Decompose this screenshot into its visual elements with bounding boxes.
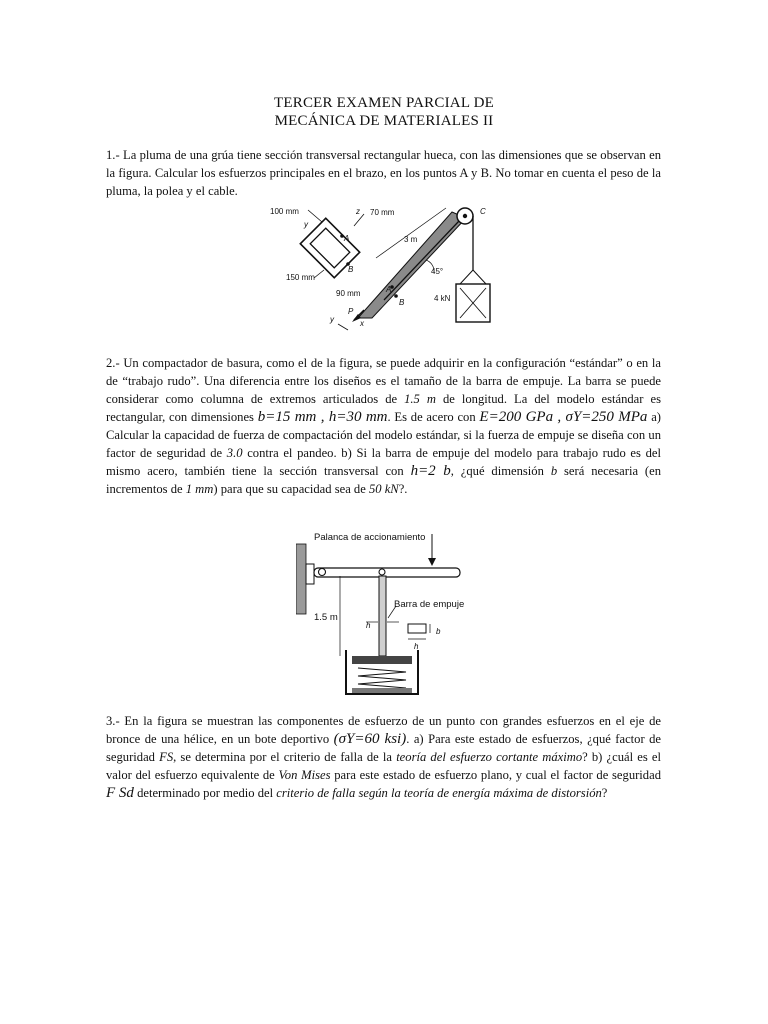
p2-part9: ?. bbox=[398, 482, 408, 496]
p3-part3: , se determina por el criterio de falla de la bbox=[173, 750, 397, 764]
angle-45: 45° bbox=[431, 267, 444, 276]
problem-3-text bbox=[106, 712, 661, 802]
fig2-h-section: h bbox=[414, 642, 419, 651]
lever-drawing bbox=[314, 568, 460, 577]
p3-part4: ? b) ¿cuál es el valor del esfuerzo equivalente de bbox=[106, 750, 661, 782]
p2-props: E=200 GPa , σY=250 MPa bbox=[479, 409, 648, 425]
p2-hrel: h=2 b bbox=[410, 463, 451, 479]
dim-90mm: 90 mm bbox=[336, 289, 361, 298]
dim-100mm: 100 mm bbox=[270, 207, 299, 216]
p3-sigma: (σY=60 ksi) bbox=[333, 731, 407, 747]
p3-vonmises: Von Mises bbox=[278, 768, 331, 782]
p2-part4: a) Calcular la capacidad de fuerza de compactación del modelo estándar, si la fuerza de empuje se diseña con un factor de seguridad de bbox=[106, 410, 661, 460]
crane-boom-figure bbox=[268, 200, 508, 340]
fig1-axis-x: x bbox=[360, 319, 364, 328]
dim-150mm: 150 mm bbox=[286, 273, 315, 282]
p3-part5: para este estado de esfuerzo plano, y cual el factor de seguridad bbox=[330, 768, 661, 782]
p3-part7: ? bbox=[601, 786, 608, 800]
p2-part2: de longitud. La del modelo estándar es rectangular, con dimensiones bbox=[106, 392, 661, 424]
fig1-label-b-section: B bbox=[348, 265, 354, 274]
p2-length: 1.5 m bbox=[404, 392, 436, 406]
fig1-label-c: C bbox=[480, 207, 486, 216]
p3-part2: . a) Para este estado de esfuerzos, ¿qué factor de seguridad bbox=[106, 732, 661, 764]
p3-theory2: criterio de falla según la teoría de energía máxima de distorsión bbox=[276, 786, 602, 800]
trash-compactor-figure bbox=[296, 528, 472, 696]
p3-theory1: teoría del esfuerzo cortante máximo bbox=[396, 750, 583, 764]
wall-drawing bbox=[296, 544, 306, 614]
p2-part3: . Es de acero con bbox=[387, 410, 480, 424]
push-bar-drawing bbox=[379, 576, 386, 656]
load-4kn: 4 kN bbox=[434, 294, 451, 303]
dim-70mm: 70 mm bbox=[370, 208, 395, 217]
problem-1-text: 1.- La pluma de una grúa tiene sección transversal rectangular hueca, con las dimensiones que se observan en la figura. Calcular los esfuerzos principales en el brazo, en los puntos A y B. No tomar en cuenta el peso de la pluma, la polea y el cable. bbox=[106, 148, 661, 198]
axis-z: z bbox=[356, 207, 360, 216]
fig1-label-a: A bbox=[344, 234, 350, 243]
cable-line bbox=[384, 221, 459, 300]
boom-length: 3 m bbox=[404, 235, 418, 244]
p2-part1: 2.- Un compactador de basura, como el de la figura, se puede adquirir en la configuración “estándar” o en la de “trabajo rudo”. Una diferencia entre los diseños es el tamaño de la barra de empuje. La barra se puede considerar como columna de extremos articulados de bbox=[106, 356, 661, 406]
p2-fs: 3.0 bbox=[226, 446, 243, 460]
exam-title-line2: MECÁNICA DE MATERIALES II bbox=[274, 113, 494, 129]
p3-part6: determinado por medio del bbox=[133, 786, 277, 800]
push-bar-label: Barra de empuje bbox=[394, 599, 465, 610]
p2-part7: será necesaria (en incrementos de bbox=[106, 464, 662, 496]
fig2-b: b bbox=[436, 627, 441, 636]
p2-cap: 50 kN bbox=[368, 482, 399, 496]
bar-cross-section bbox=[408, 624, 426, 633]
p2-part8: ) para que su capacidad sea de bbox=[213, 482, 369, 496]
fig1-label-p: P bbox=[348, 307, 354, 316]
p2-part5: contra el pandeo. b) Si la barra de empuje del modelo para trabajo rudo es del mismo acero, también tiene la sección transversal con bbox=[106, 446, 661, 478]
p3-part1: 3.- En la figura se muestran las componentes de esfuerzo de un punto con grandes esfuerzos en el eje de bronce de una hélice, en un bote deportivo bbox=[106, 714, 661, 746]
lever-label: Palanca de accionamiento bbox=[314, 532, 426, 543]
p3-fsd: F Sd bbox=[106, 785, 134, 801]
exam-title-line1: TERCER EXAMEN PARCIAL DE bbox=[274, 95, 494, 111]
p2-bvar: b bbox=[550, 464, 558, 478]
fig2-h-bar: h bbox=[366, 621, 371, 630]
p2-part6: , ¿qué dimensión bbox=[450, 464, 551, 478]
p2-incr: 1 mm bbox=[185, 482, 214, 496]
problem-2-text bbox=[106, 354, 661, 498]
axis-y-section: y bbox=[304, 220, 308, 229]
fig1-axis-y: y bbox=[330, 315, 334, 324]
fig2-height: 1.5 m bbox=[314, 612, 338, 623]
fig1-label-a-boom: A bbox=[386, 285, 392, 294]
p3-fsvar: FS bbox=[159, 750, 174, 764]
fig1-label-b-boom: B bbox=[399, 298, 405, 307]
p2-dims: b=15 mm , h=30 mm bbox=[257, 409, 388, 425]
